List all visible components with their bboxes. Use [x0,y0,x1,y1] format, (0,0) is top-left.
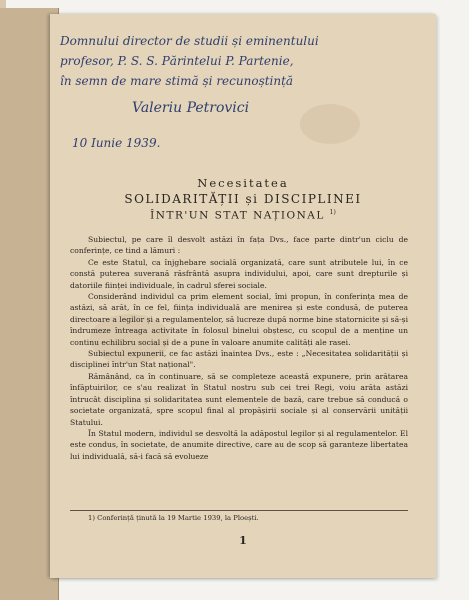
title-line-2: SOLIDARITĂȚII și DISCIPLINEI [124,192,362,206]
paragraph: Subiectul expunerii, ce fac astăzi înaintea Dvs., este : „Necesitatea solidarității și disciplinei într'un Stat național". [70,349,408,370]
paragraph: Subiectul, pe care îl desvolt astăzi în fața Dvs., face parte dintr'un ciclu de conferințe, ce tind a lămuri : [70,235,408,256]
footnote: 1) Conferință ținută la 19 Martie 1939, la Ploești. [88,514,259,522]
paper-stain [300,104,360,144]
document-page [50,14,436,578]
paragraph: Considerând individul ca prim element social, îmi propun, în conferința mea de astăzi, să arăt, în ce fel, ființa individuală are menirea și este condusă, de puterea directoare a legilor și a regulamentelor, să lucreze după norme bine statornicite și să-și îndrumeze întreaga activitate în folosul binelui obștesc, cu scopul de a menține un continu echilibru social și de a pune în valoare anumite calități ale rasei. [70,292,408,347]
title-line-3-text: ÎNTR'UN STAT NAȚIONAL [150,209,325,222]
title-line-3 [50,209,436,222]
inscription-line-1: Domnului director de studii și eminentului [60,34,319,48]
paragraph: În Statul modern, individul se desvoltă la adăpostul legilor și al regulamentelor. El este condus, în societate, de anumite directive, care au de scop să garanteze libertatea lui individuală, să-i facă să evolueze [70,428,408,461]
footnote-divider [70,510,408,511]
page-number: 1 [239,534,247,547]
inscription-line-3: în semn de mare stimă și recunoștință [60,74,294,88]
inscription-line-2: profesor, P. S. S. Părintelui P. Partenie, [60,54,294,68]
footnote-marker: 1) [329,209,336,216]
inscription-date: 10 Iunie 1939. [72,136,161,150]
paragraph: Rămânând, ca în continuare, să se completeze această expunere, prin arătarea înfăptuirilor, ce s'au realizat în Statul nostru sub cei trei Regi, voiu arăta astăzi întrucât disciplina și solidaritatea sunt elementele de bază, care trebue să conducă o societate organizată, spre scopul final al propășirii sociale și al conservării unității Statului. [70,371,408,427]
title-line-1: Necesitatea [197,176,289,190]
body-text [70,234,408,462]
handwritten-signature: Valeriu Petrovici [132,100,250,116]
paragraph: Ce este Statul, ca înjghebare socială organizată, care sunt atributele lui, în ce constă puterea suverană răsfrântă asupra individului, apoi, care sunt drepturile și datoriile ființei individuale, în cadrul sferei sociale. [70,257,408,290]
